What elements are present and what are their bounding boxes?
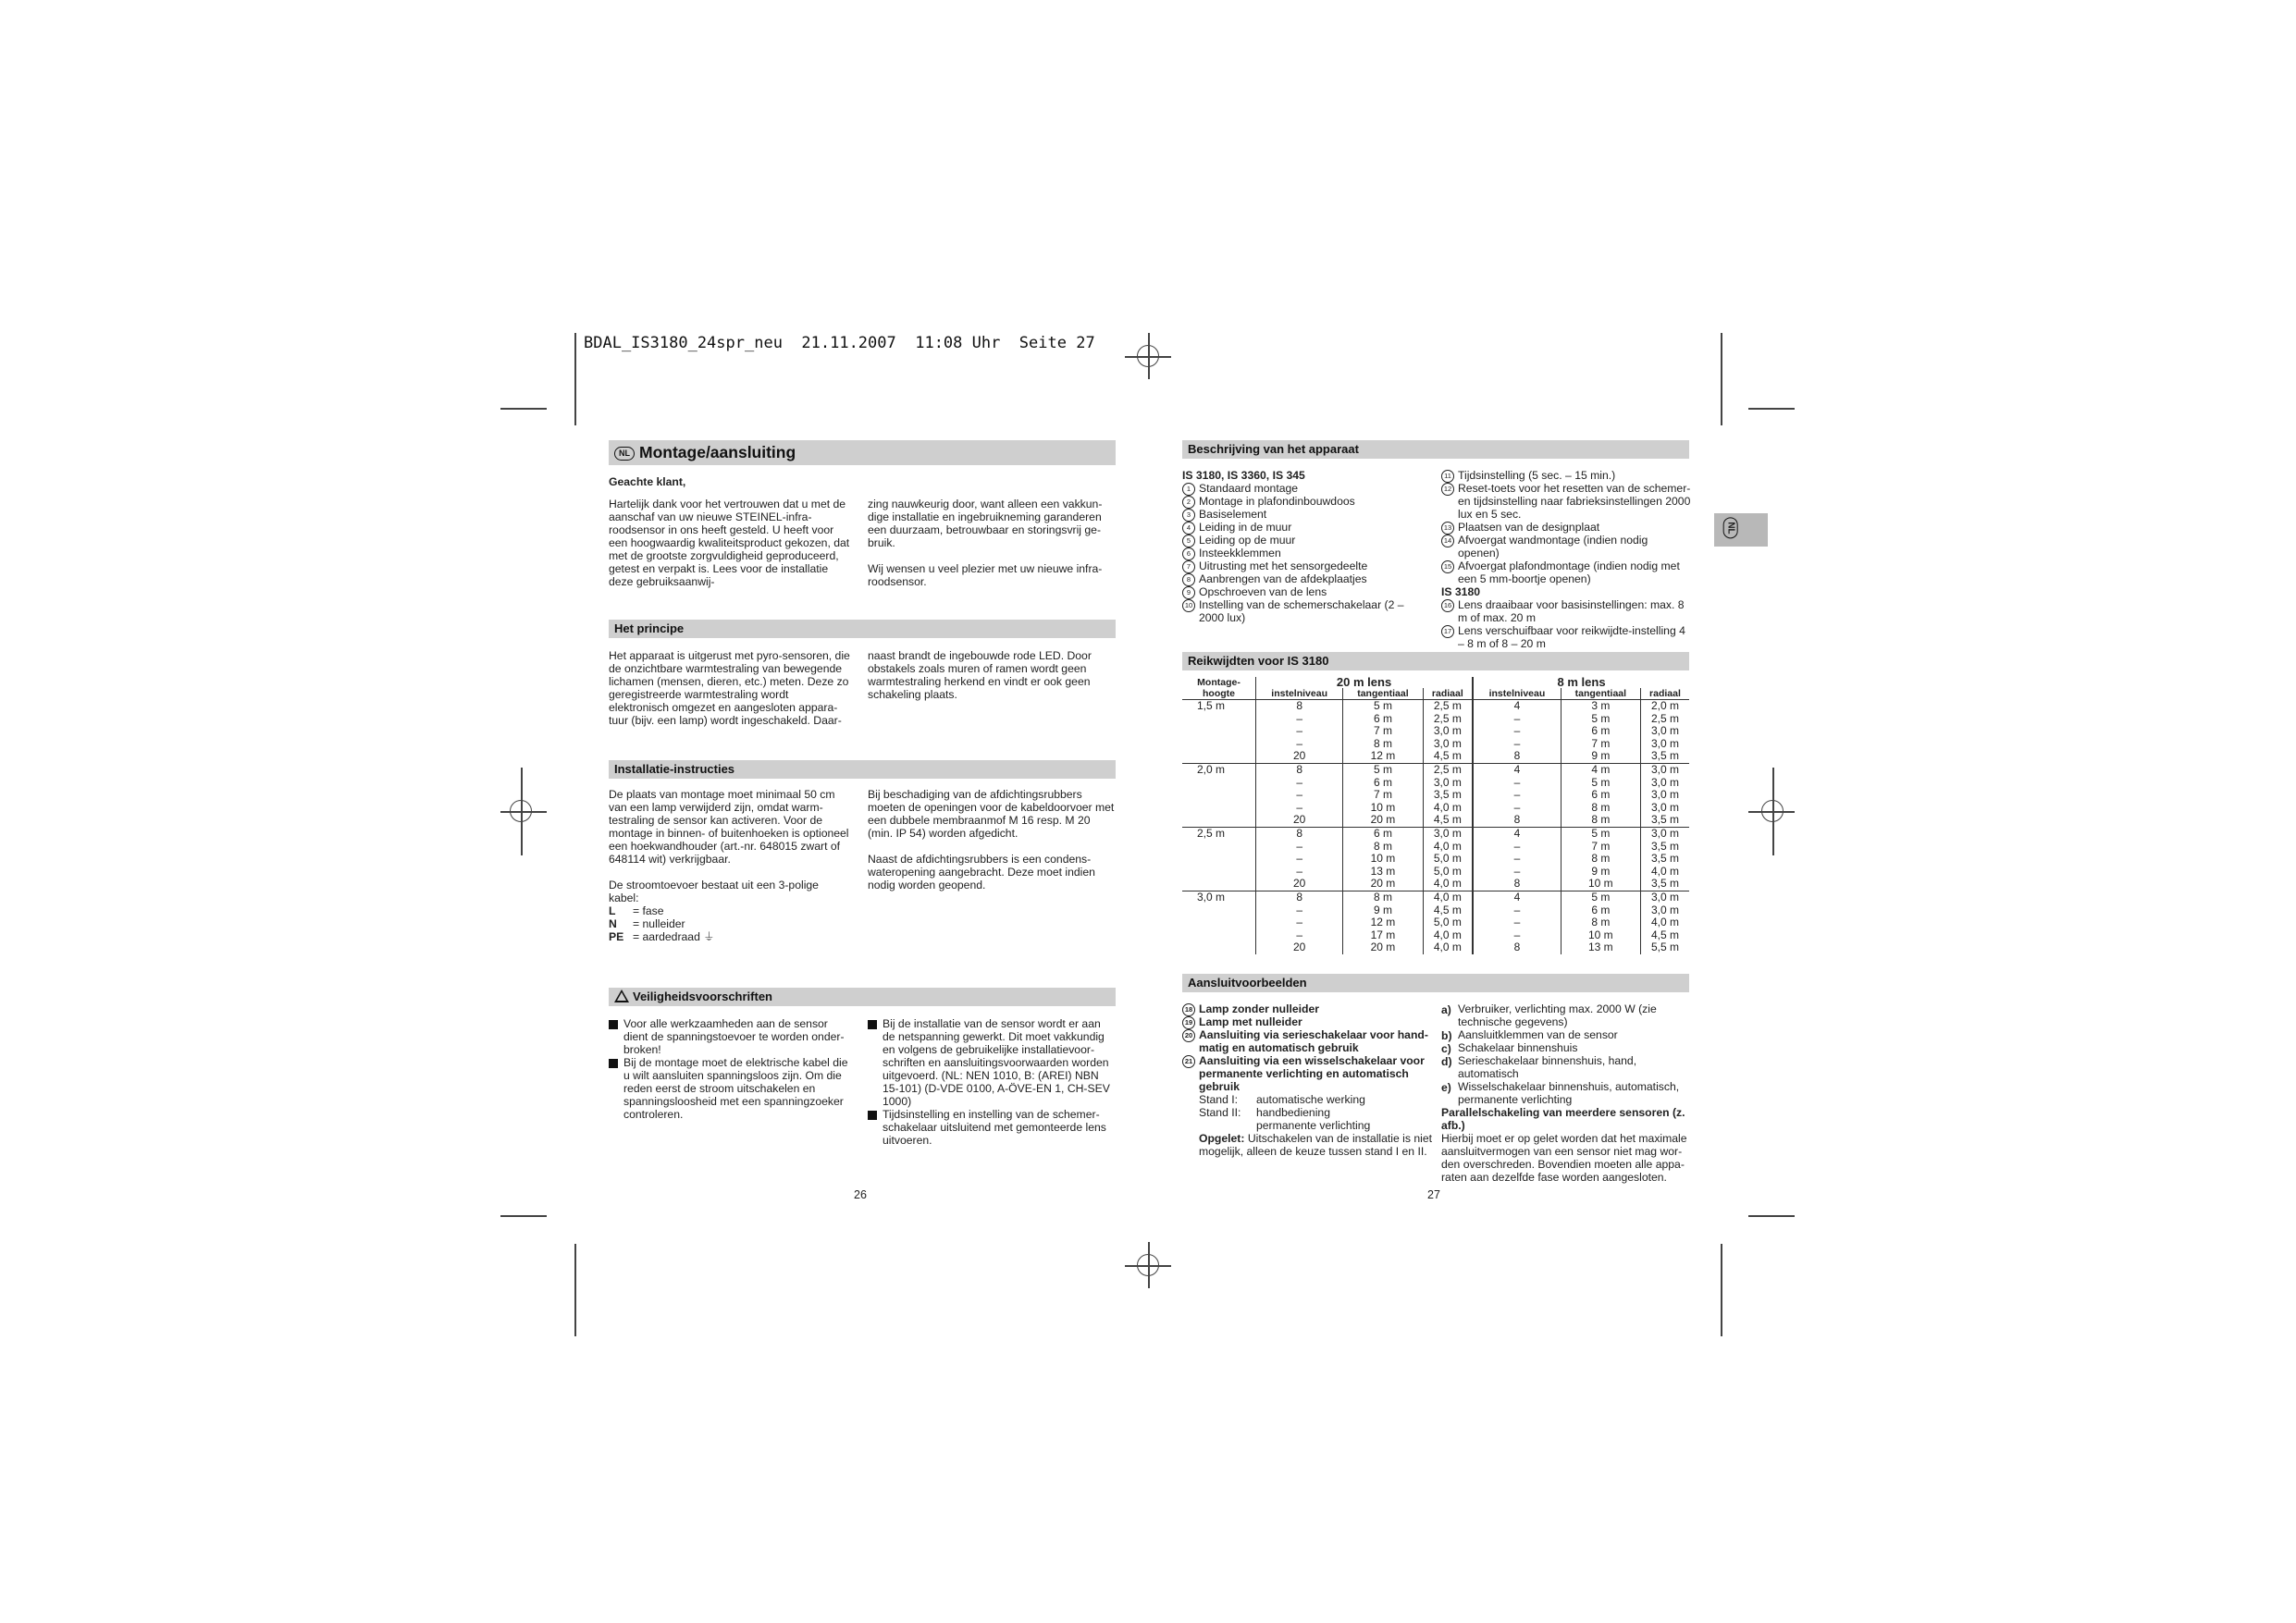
list-item: 11 Tijdsinstelling (5 sec. – 15 min.)	[1441, 469, 1691, 482]
list-item: 3 Basiselement	[1182, 508, 1432, 521]
table-row	[1182, 841, 1689, 854]
table-cell: 5 m	[1343, 700, 1423, 713]
bullet-square-icon	[609, 1020, 618, 1029]
list-item: 20 Aansluiting via serieschakelaar voor handmatig en automatisch gebruik	[1182, 1028, 1434, 1054]
table-cell: 6 m	[1343, 777, 1423, 790]
table-cell: 3,5 m	[1640, 814, 1689, 827]
list-item: 2 Montage in plafondinbouwdoos	[1182, 495, 1432, 508]
table-cell	[1182, 866, 1256, 879]
bullet-square-icon	[609, 1059, 618, 1068]
table-cell: 8	[1256, 891, 1343, 904]
table-cell: –	[1256, 713, 1343, 726]
table-cell	[1182, 713, 1256, 726]
crop-mark	[1748, 408, 1795, 410]
table-cell: 8	[1256, 827, 1343, 840]
table-row	[1182, 789, 1689, 802]
table-cell	[1182, 738, 1256, 751]
table-cell: 6 m	[1343, 713, 1423, 726]
table-cell: 5 m	[1561, 891, 1640, 904]
table-cell: –	[1256, 789, 1343, 802]
list-item: 7 Uitrusting met het sensorgedeelte	[1182, 559, 1432, 572]
stand-1: Stand I: automatische werking	[1199, 1093, 1365, 1106]
table-cell: 4,5 m	[1423, 814, 1473, 827]
table-cell: 6 m	[1561, 789, 1640, 802]
table-cell: 8 m	[1561, 802, 1640, 815]
circled-number-icon: 7	[1182, 560, 1195, 573]
section-title-veiligheid: Veiligheidsvoorschriften	[609, 988, 1116, 1006]
list-item: 1 Standaard montage	[1182, 482, 1432, 495]
list-item: 14 Afvoergat wandmontage (indien nodig openen)	[1441, 534, 1691, 559]
circled-number-icon: 20	[1182, 1029, 1195, 1042]
table-cell: –	[1256, 866, 1343, 879]
table-cell: 7 m	[1343, 725, 1423, 738]
table-cell: 3,0 m	[1640, 777, 1689, 790]
crop-mark	[574, 1244, 576, 1336]
table-cell: 9 m	[1343, 904, 1423, 917]
th-radiaal: radiaal	[1640, 688, 1689, 700]
list-item: 6 Insteekklemmen	[1182, 547, 1432, 559]
table-cell: 1,5 m	[1182, 700, 1256, 713]
table-cell: 20	[1256, 878, 1343, 891]
table-cell: 8 m	[1343, 891, 1423, 904]
table-cell	[1182, 814, 1256, 827]
list-item: 17 Lens verschuifbaar voor reikwijdte-instelling 4 – 8 m of 8 – 20 m	[1441, 624, 1691, 650]
table-cell: 10 m	[1561, 878, 1640, 891]
th-lens-8: 8 m lens	[1473, 677, 1689, 688]
circled-number-icon: 17	[1441, 625, 1454, 638]
intro-text-left: Hartelijk dank voor het vertrouwen dat u met de aanschaf van uw nieuwe STEINEL-infraroodsensor in ons heeft gesteld. U heeft voor een hoogwaardig kwaliteitsproduct gekozen, dat met de grootste zorgvuldigheid geproduceerd, getest en verpakt is. Lees voor de installatie deze gebruiksaanwij-	[609, 498, 850, 588]
table-cell: 17 m	[1343, 929, 1423, 942]
table-cell: 10 m	[1343, 802, 1423, 815]
table-row	[1182, 814, 1689, 827]
list-item: 18 Lamp zonder nulleider	[1182, 1002, 1434, 1015]
table-cell: 8	[1256, 763, 1343, 776]
table-cell: 4,0 m	[1423, 891, 1473, 904]
table-cell: 20	[1256, 750, 1343, 763]
table-cell: –	[1256, 853, 1343, 866]
table-row	[1182, 738, 1689, 751]
circled-number-icon: 16	[1441, 599, 1454, 612]
table-cell: 2,0 m	[1182, 763, 1256, 776]
list-item: 10 Instelling van de schemerschakelaar (2 – 2000 lux)	[1182, 598, 1432, 624]
table-cell: 2,0 m	[1640, 700, 1689, 713]
table-cell	[1182, 853, 1256, 866]
table-cell: –	[1256, 738, 1343, 751]
circled-number-icon: 15	[1441, 560, 1454, 573]
table-row	[1182, 713, 1689, 726]
print-header: BDAL_IS3180_24spr_neu 21.11.2007 11:08 Uhr Seite 27	[584, 334, 1095, 352]
table-cell: –	[1473, 777, 1561, 790]
page-number-right: 27	[1427, 1188, 1440, 1201]
table-cell: 8	[1256, 700, 1343, 713]
table-cell: 4,0 m	[1640, 916, 1689, 929]
circled-number-icon: 2	[1182, 496, 1195, 509]
table-cell: 5 m	[1343, 763, 1423, 776]
legend-item: a) Verbruiker, verlichting max. 2000 W (zie technische gegevens)	[1441, 1002, 1657, 1028]
table-cell: –	[1256, 802, 1343, 815]
table-cell	[1182, 904, 1256, 917]
table-cell: 20	[1256, 941, 1343, 954]
table-cell: 3,0 m	[1423, 827, 1473, 840]
list-item: 4 Leiding in de muur	[1182, 521, 1432, 534]
circled-number-icon: 4	[1182, 522, 1195, 535]
table-cell: 4,5 m	[1423, 904, 1473, 917]
table-cell	[1182, 841, 1256, 854]
legend-item: d) Serieschakelaar binnenshuis, hand, automatisch	[1441, 1054, 1637, 1080]
table-cell: –	[1473, 853, 1561, 866]
th-instelniveau: instelniveau	[1473, 688, 1561, 700]
circled-number-icon: 11	[1441, 470, 1454, 483]
table-cell: –	[1256, 916, 1343, 929]
table-cell: –	[1256, 929, 1343, 942]
list-item: Tijdsinstelling en instelling van de schemerschakelaar uitsluitend met gemonteerde lens uitvoeren.	[868, 1108, 1116, 1147]
list-item: Bij de installatie van de sensor wordt er aan de netspanning gewerkt. Dit moet vakkundig en volgens de gebruikelijke installatievoorschriften en aansluitingsvoorwaarden worden uitgevoerd. (NL: NEN 1010, B: (AREI) NBN 15-101) (D-VDE 0100, A-ÖVE-EN 1, CH-SEV 1000)	[868, 1017, 1116, 1108]
list-item: Bij de montage moet de elektrische kabel die u wilt aansluiten spanningsloos zijn. Om die reden eerst de stroom uitschakelen en spanningsloosheid met een spanningzoeker controleren.	[609, 1056, 855, 1121]
crop-mark	[1721, 333, 1722, 425]
table-cell: –	[1256, 841, 1343, 854]
stand-2-extra: permanente verlichting	[1256, 1119, 1371, 1132]
circled-number-icon: 18	[1182, 1003, 1195, 1016]
circled-number-icon: 12	[1441, 483, 1454, 496]
table-row	[1182, 777, 1689, 790]
table-cell: 20 m	[1343, 941, 1423, 954]
table-cell: 5 m	[1561, 827, 1640, 840]
table-cell: 3,5 m	[1640, 750, 1689, 763]
table-cell: 4,0 m	[1423, 802, 1473, 815]
table-cell: 3,0 m	[1640, 904, 1689, 917]
install-text-left: De plaats van montage moet minimaal 50 cm van een lamp verwijderd zijn, omdat warmtestraling de sensor kan activeren. Voor de montage in binnen- of buitenhoeken is optioneel een hoekwandhouder (art.-nr. 648015 zwart of 648114 wit) verkrijgbaar. De stroomtoevoer bestaat uit een 3-polige kabel: L = fase N = nulleider PE = aardedraad ⏚	[609, 788, 851, 943]
safety-list-right	[868, 1017, 1116, 1147]
table-cell: 3,5 m	[1423, 789, 1473, 802]
table-cell: 8 m	[1561, 853, 1640, 866]
table-cell: –	[1256, 725, 1343, 738]
circled-number-icon: 21	[1182, 1055, 1195, 1068]
caution-note: Opgelet: Uitschakelen van de installatie is niet mogelijk, alleen de keuze tussen stand I en II.	[1199, 1132, 1432, 1158]
section-title-montage: NL Montage/aansluiting	[609, 440, 1116, 465]
table-cell: 2,5 m	[1182, 827, 1256, 840]
th-tangentiaal: tangentiaal	[1343, 688, 1423, 700]
table-cell: 8 m	[1561, 916, 1640, 929]
principe-text-left: Het apparaat is uitgerust met pyro-sensoren, die de onzichtbare warmtestraling van bewegende lichamen (mensen, dieren, etc.) meten. Deze zo geregistreerde warmtestraling wordt elektronisch omgezet en aangesloten apparatuur (bijv. een lamp) wordt ingeschakeld. Daar-	[609, 649, 850, 727]
wire-n: N = nulleider	[609, 917, 685, 930]
th-radiaal: radiaal	[1423, 688, 1473, 700]
table-row	[1182, 725, 1689, 738]
circled-number-icon: 19	[1182, 1016, 1195, 1029]
table-cell: 4	[1473, 763, 1561, 776]
safety-list-left	[609, 1017, 855, 1121]
th-instelniveau: instelniveau	[1256, 688, 1343, 700]
table-cell: 5,5 m	[1640, 941, 1689, 954]
list-item: 9 Opschroeven van de lens	[1182, 585, 1432, 598]
table-cell: –	[1473, 725, 1561, 738]
legend-item: c) Schakelaar binnenshuis	[1441, 1041, 1578, 1055]
crop-mark	[574, 333, 576, 425]
table-cell: –	[1473, 738, 1561, 751]
bullet-square-icon	[868, 1020, 877, 1029]
table-cell: –	[1473, 916, 1561, 929]
table-cell: 2,5 m	[1423, 713, 1473, 726]
table-cell: 13 m	[1561, 941, 1640, 954]
table-cell: 8 m	[1343, 738, 1423, 751]
table-cell: 4,0 m	[1423, 841, 1473, 854]
table-cell: 5,0 m	[1423, 853, 1473, 866]
table-cell: –	[1256, 904, 1343, 917]
table-cell: 9 m	[1561, 866, 1640, 879]
circled-number-icon: 14	[1441, 535, 1454, 547]
table-cell: 5 m	[1561, 713, 1640, 726]
section-title-principe: Het principe	[609, 620, 1116, 638]
table-cell: 12 m	[1343, 750, 1423, 763]
table-cell: 4,0 m	[1423, 878, 1473, 891]
table-cell: 10 m	[1343, 853, 1423, 866]
table-cell	[1182, 941, 1256, 954]
table-cell	[1182, 750, 1256, 763]
table-cell: 10 m	[1561, 929, 1640, 942]
table-cell: 6 m	[1561, 904, 1640, 917]
language-badge: NL	[614, 447, 635, 461]
table-cell: 3,5 m	[1640, 841, 1689, 854]
th-lens-20: 20 m lens	[1256, 677, 1474, 688]
table-cell: 4,5 m	[1640, 929, 1689, 942]
page-number-left: 26	[854, 1188, 867, 1201]
stand-2: Stand II: handbediening	[1199, 1106, 1330, 1119]
conn-legend: a) Verbruiker, verlichting max. 2000 W (zie technische gegevens) b) Aansluitklemmen van de sensor c) Schakelaar binnenshuis d) Serieschakelaar binnenshuis, hand, automatisch e) Wisselschakelaar binnenshuis, automatisch, permanente verlichting Parallelschakeling van meerdere sensoren (z. afb.) Hierbij moet er op gelet worden dat het maximale aansluitvermogen van een sensor niet mag worden overschreden. Bovendien moeten alle apparaten aan dezelfde fase worden aangesloten.	[1441, 1002, 1691, 1184]
language-side-tab: NL	[1714, 513, 1768, 547]
wire-pe: PE = aardedraad ⏚	[609, 930, 715, 943]
circled-number-icon: 1	[1182, 483, 1195, 496]
table-cell: 3,0 m	[1640, 763, 1689, 776]
table-cell: 20 m	[1343, 878, 1423, 891]
table-cell: 5 m	[1561, 777, 1640, 790]
table-cell: 8	[1473, 941, 1561, 954]
wire-l: L = fase	[609, 904, 664, 917]
crop-mark	[1721, 1244, 1722, 1336]
list-item: 13 Plaatsen van de designplaat	[1441, 521, 1691, 534]
table-cell: 4 m	[1561, 763, 1640, 776]
legend-item: e) Wisselschakelaar binnenshuis, automatisch, permanente verlichting	[1441, 1080, 1680, 1106]
table-cell: 20 m	[1343, 814, 1423, 827]
table-cell: 7 m	[1343, 789, 1423, 802]
table-cell: 8 m	[1561, 814, 1640, 827]
section-title-beschrijving: Beschrijving van het apparaat	[1182, 440, 1689, 459]
table-cell	[1182, 878, 1256, 891]
table-cell: 4	[1473, 827, 1561, 840]
table-cell: 8	[1473, 878, 1561, 891]
greeting: Geachte klant,	[609, 475, 686, 488]
table-cell: 4,0 m	[1640, 866, 1689, 879]
table-row	[1182, 853, 1689, 866]
table-cell: 3,0 m	[1423, 777, 1473, 790]
table-cell: 5,0 m	[1423, 866, 1473, 879]
table-row	[1182, 929, 1689, 942]
table-row	[1182, 802, 1689, 815]
list-item: 12 Reset-toets voor het resetten van de schemeren tijdsinstelling naar fabrieksinstellingen 2000 lux en 5 sec.	[1441, 482, 1691, 521]
table-cell: 3,0 m	[1640, 802, 1689, 815]
conn-list	[1182, 1002, 1434, 1158]
principe-text-right: naast brandt de ingebouwde rode LED. Door obstakels zoals muren of ramen wordt geen warmtestraling herkend en vindt er ook geen schakeling plaats.	[868, 649, 1092, 701]
table-cell	[1182, 802, 1256, 815]
table-cell: 3,0 m	[1640, 738, 1689, 751]
table-cell: –	[1473, 713, 1561, 726]
table-cell: 4,0 m	[1423, 941, 1473, 954]
list-item: Voor alle werkzaamheden aan de sensor dient de spanningstoevoer te worden onderbroken!	[609, 1017, 855, 1056]
intro-text-right: zing nauwkeurig door, want alleen een vakkundige installatie en ingebruikneming garanderen een duurzaam, betrouwbaar en storingsvrij gebruik. Wij wensen u veel plezier met uw nieuwe infraroodsensor.	[868, 498, 1103, 588]
legend-item: b) Aansluitklemmen van de sensor	[1441, 1028, 1618, 1042]
table-row	[1182, 700, 1689, 713]
table-cell: 2,5 m	[1423, 763, 1473, 776]
list-item: 5 Leiding op de muur	[1182, 534, 1432, 547]
table-cell: 9 m	[1561, 750, 1640, 763]
table-row	[1182, 941, 1689, 954]
table-cell: 8	[1473, 814, 1561, 827]
install-text-right: Bij beschadiging van de afdichtingsrubbers moeten de openingen voor de kabeldoorvoer met een dubbele membraanmof M 16 resp. M 20 (min. IP 54) worden afgedicht. Naast de afdichtingsrubbers is een condenswateropening aangebracht. Deze moet indien nodig worden geopend.	[868, 788, 1115, 891]
table-cell	[1182, 777, 1256, 790]
crop-mark	[500, 1215, 547, 1217]
table-cell: 3,0 m	[1423, 725, 1473, 738]
table-cell: 6 m	[1343, 827, 1423, 840]
circled-number-icon: 8	[1182, 573, 1195, 586]
table-cell: 3 m	[1561, 700, 1640, 713]
desc-list-right: 11 Tijdsinstelling (5 sec. – 15 min.) 12 Reset-toets voor het resetten van de schemeren tijdsinstelling naar fabrieksinstellingen 2000 lux en 5 sec. 13 Plaatsen van de designplaat 14 Afvoergat wandmontage (indien nodig openen) 15 Afvoergat plafondmontage (indien nodig met een 5 mm-boortje openen) IS 3180 16 Lens draaibaar voor basisinstellingen: max. 8 m of max. 20 m 17 Lens verschuifbaar voor reikwijdte-instelling 4 – 8 m of 8 – 20 m	[1441, 469, 1691, 650]
table-cell: 5,0 m	[1423, 916, 1473, 929]
table-cell: 3,0 m	[1423, 738, 1473, 751]
table-row	[1182, 878, 1689, 891]
section-title-aansluitvoorbeelden: Aansluitvoorbeelden	[1182, 974, 1689, 992]
range-table	[1182, 677, 1689, 954]
table-cell: 4	[1473, 891, 1561, 904]
table-cell: 12 m	[1343, 916, 1423, 929]
section-title-reikwijdten: Reikwijdten voor IS 3180	[1182, 652, 1689, 670]
circled-number-icon: 13	[1441, 522, 1454, 535]
table-cell: –	[1473, 802, 1561, 815]
list-item: 21 Aansluiting via een wisselschakelaar voor permanente verlichting en automatisch gebruik	[1182, 1054, 1434, 1093]
table-cell: 20	[1256, 814, 1343, 827]
circled-number-icon: 3	[1182, 509, 1195, 522]
table-cell: 7 m	[1561, 738, 1640, 751]
table-cell: 13 m	[1343, 866, 1423, 879]
table-cell: 3,0 m	[1640, 827, 1689, 840]
table-cell: 3,0 m	[1640, 725, 1689, 738]
table-cell: 8	[1473, 750, 1561, 763]
table-row	[1182, 827, 1689, 840]
table-cell: –	[1473, 904, 1561, 917]
list-item: 16 Lens draaibaar voor basisinstellingen: max. 8 m of max. 20 m	[1441, 598, 1691, 624]
bullet-square-icon	[868, 1111, 877, 1120]
crop-mark	[1748, 1215, 1795, 1217]
table-row	[1182, 891, 1689, 904]
table-cell: –	[1473, 929, 1561, 942]
table-cell: 2,5 m	[1423, 700, 1473, 713]
warning-icon	[614, 990, 629, 1002]
circled-number-icon: 10	[1182, 599, 1195, 612]
th-montagehoogte: Montage- hoogte	[1197, 677, 1241, 699]
table-row	[1182, 904, 1689, 917]
table-row	[1182, 916, 1689, 929]
circled-number-icon: 5	[1182, 535, 1195, 547]
list-item: 19 Lamp met nulleider	[1182, 1015, 1434, 1028]
table-cell: 3,0 m	[1182, 891, 1256, 904]
table-cell: 3,5 m	[1640, 878, 1689, 891]
circled-number-icon: 6	[1182, 547, 1195, 560]
table-cell	[1182, 929, 1256, 942]
th-tangentiaal: tangentiaal	[1561, 688, 1640, 700]
section-title-installatie: Installatie-instructies	[609, 760, 1116, 779]
table-cell: –	[1473, 789, 1561, 802]
crop-mark	[500, 408, 547, 410]
desc-list-left: IS 3180, IS 3360, IS 345 1 Standaard montage 2 Montage in plafondinbouwdoos 3 Basiselement 4 Leiding in de muur 5 Leiding op de muur 6 Insteekklemmen 7 Uitrusting met het sensorgedeelte 8 Aanbrengen van de afdekplaatjes 9 Opschroeven van de lens 10 Instelling van de schemerschakelaar (2 – 2000 lux)	[1182, 469, 1432, 624]
circled-number-icon: 9	[1182, 586, 1195, 599]
table-cell: 4	[1473, 700, 1561, 713]
table-cell	[1182, 789, 1256, 802]
table-cell: 6 m	[1561, 725, 1640, 738]
table-cell: 3,5 m	[1640, 853, 1689, 866]
table-cell: 2,5 m	[1640, 713, 1689, 726]
table-row	[1182, 763, 1689, 776]
table-cell: 8 m	[1343, 841, 1423, 854]
table-cell	[1182, 916, 1256, 929]
list-item: 15 Afvoergat plafondmontage (indien nodig met een 5 mm-boortje openen)	[1441, 559, 1691, 585]
table-cell: 3,0 m	[1640, 891, 1689, 904]
table-cell: 3,0 m	[1640, 789, 1689, 802]
table-cell	[1182, 725, 1256, 738]
table-cell: –	[1473, 841, 1561, 854]
table-cell: 7 m	[1561, 841, 1640, 854]
table-row	[1182, 866, 1689, 879]
list-item: 8 Aanbrengen van de afdekplaatjes	[1182, 572, 1432, 585]
table-cell: –	[1473, 866, 1561, 879]
table-row	[1182, 750, 1689, 763]
table-cell: 4,5 m	[1423, 750, 1473, 763]
table-cell: 4,0 m	[1423, 929, 1473, 942]
table-cell: –	[1256, 777, 1343, 790]
